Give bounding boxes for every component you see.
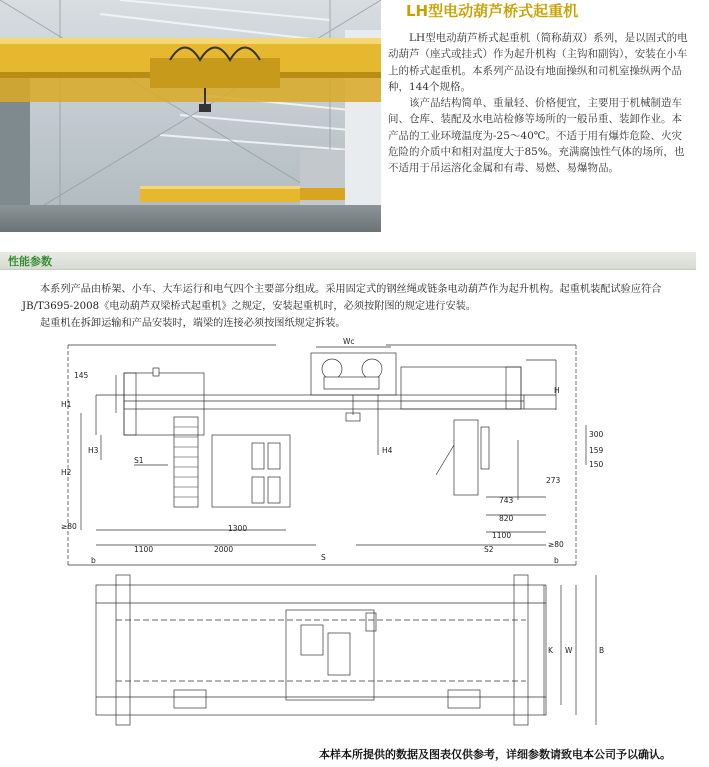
dim-label-b-left: b xyxy=(91,556,96,565)
dim-label-wc: Wc xyxy=(343,337,355,346)
dim-label-150: 150 xyxy=(589,460,604,469)
dim-label-s: S xyxy=(321,553,326,562)
intro-text xyxy=(388,30,688,177)
dim-label-2000: 2000 xyxy=(214,545,234,554)
dim-label-820: 820 xyxy=(499,514,514,523)
dim-label-s1: S1 xyxy=(134,456,144,465)
crane-photo xyxy=(0,0,381,232)
section-heading: 性能参数 xyxy=(8,255,52,268)
dim-label-1100-left: 1100 xyxy=(134,545,154,554)
dim-label-1100-right: 1100 xyxy=(492,531,512,540)
intro-paragraph-1: LH型电动葫芦桥式起重机（简称葫双）系列，是以固式的电动葫芦（座式或挂式）作为起升机构（主钩和副钩），安装在小车上的桥式起重机。本系列产品设有地面操纵和司机室操纵两个品种，144个规格。 xyxy=(388,32,688,93)
dim-label-h: H xyxy=(554,386,560,395)
dim-label-h1: H1 xyxy=(61,400,72,409)
dim-label-743: 743 xyxy=(499,496,514,505)
dim-label-300: 300 xyxy=(589,430,604,439)
dim-label-273: 273 xyxy=(546,476,561,485)
dim-label-k: K xyxy=(548,646,553,655)
technical-drawing xyxy=(56,335,616,734)
dim-label-w: W xyxy=(565,646,573,655)
dim-label-b-right: b xyxy=(554,556,559,565)
dim-label-h3: H3 xyxy=(88,446,99,455)
description-line-3: 起重机在拆卸运输和产品安装时，端梁的连接必须按图纸规定拆装。 xyxy=(40,318,346,329)
dim-label-b: B xyxy=(599,646,605,655)
dim-label-h2: H2 xyxy=(61,468,72,477)
disclaimer-note: 本样本所提供的数据及图表仅供参考，详细参数请致电本公司予以确认。 xyxy=(319,748,671,761)
dim-label-1300: 1300 xyxy=(228,524,248,533)
dim-label-ge80-left: ≥80 xyxy=(61,522,77,531)
dim-label-145: 145 xyxy=(74,371,89,380)
description-line-1: 本系列产品由桥架、小车、大车运行和电气四个主要部分组成。采用固定式的钢丝绳或链条电动葫芦作为起升机构。起重机装配试验应符合 xyxy=(40,284,662,295)
product-title: LH型电动葫芦桥式起重机 xyxy=(406,2,579,20)
dim-label-159: 159 xyxy=(589,446,604,455)
description-line-2: JB/T3695-2008《电动葫芦双梁桥式起重机》之规定，安装起重机时，必须按附图的规定进行安装。 xyxy=(22,301,477,312)
intro-paragraph-2: 该产品结构简单、重量轻、价格便宜，主要用于机械制造车间、仓库、装配及水电站检修等场所的一般吊重、装卸作业。本产品的工业环境温度为-25～40℃。不适于用有爆炸危险、火灾危险的介质中和相对温度大于85%。充满腐蚀性气体的场所，也不适用于吊运溶化金属和有毒、易燃、易爆物品。 xyxy=(388,97,685,175)
dim-label-h4: H4 xyxy=(382,446,393,455)
dim-label-ge80-right: ≥80 xyxy=(548,540,564,549)
performance-description xyxy=(22,281,694,332)
section-header-performance xyxy=(0,252,696,270)
dim-label-s2: S2 xyxy=(484,545,494,554)
